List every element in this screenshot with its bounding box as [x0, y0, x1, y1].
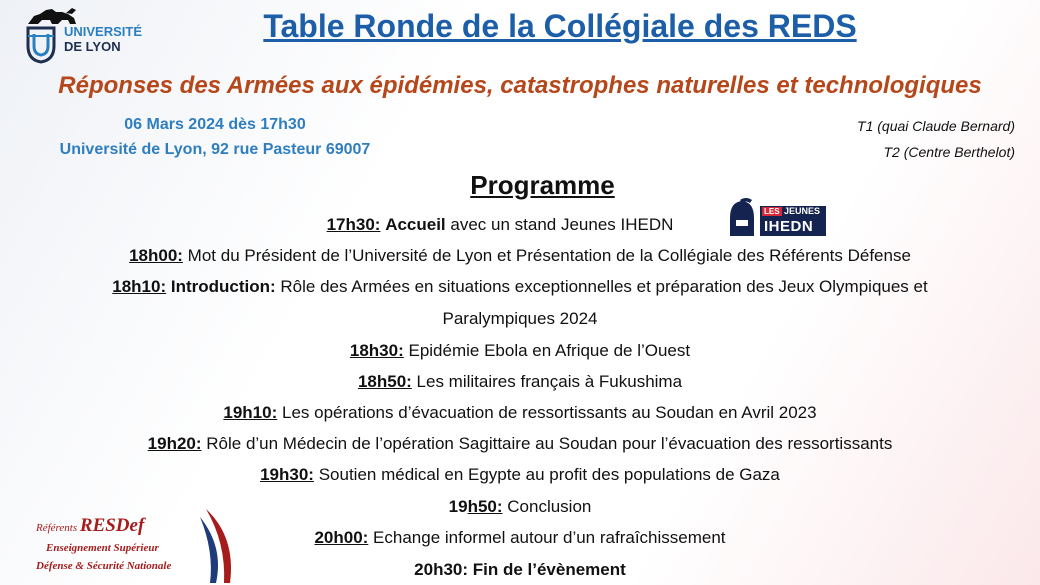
resdef-line3: Défense & Sécurité Nationale: [36, 560, 172, 572]
item-strong: Accueil: [385, 215, 446, 234]
sail-icon: [186, 507, 250, 585]
ihedn-badge: [722, 196, 826, 240]
item-text: Mot du Président de l’Université de Lyon et Présentation de la Collégiale des Référents Défense: [182, 246, 911, 265]
item-time: h50:: [467, 497, 503, 516]
resdef-prefix: Référents: [36, 522, 80, 534]
event-address: Université de Lyon, 92 rue Pasteur 69007: [59, 141, 371, 158]
page-title: Table Ronde de la Collégiale des REDS: [263, 8, 857, 44]
programme-item: [0, 277, 1040, 297]
item-time: 18h50:: [357, 372, 412, 391]
resdef-logo: [26, 505, 246, 585]
programme-item: [0, 215, 1000, 235]
programme-item-continued: [0, 309, 1040, 329]
item-text: Les militaires français à Fukushima: [411, 372, 683, 391]
programme-item: [0, 403, 1040, 423]
page-subtitle: Réponses des Armées aux épidémies, catastrophes naturelles et technologiques: [58, 72, 982, 99]
item-text: Echange informel autour d’un rafraîchissement: [368, 528, 726, 547]
item-time: 20h00:: [314, 528, 369, 547]
item-strong: Introduction:: [166, 277, 276, 296]
programme-item: [0, 246, 1040, 266]
item-text: Soutien médical en Egypte au profit des populations de Gaza: [313, 465, 780, 484]
helmet-icon: [722, 196, 760, 240]
item-time: 17h30:: [326, 215, 381, 234]
programme-item: [0, 465, 1040, 485]
site-t2: T2 (Centre Berthelot): [883, 144, 1015, 160]
resdef-title: [36, 515, 144, 537]
item-time: 19h30:: [260, 465, 314, 484]
programme-item: [0, 372, 1040, 392]
programme-item: [0, 341, 1040, 361]
university-name-line2: DE LYON: [64, 39, 121, 54]
item-text: Rôle des Armées en situations exceptionnelles et préparation des Jeux Olympiques et: [275, 277, 928, 296]
item-strong: 20h30: Fin de l’évènement: [414, 560, 626, 579]
item-time: 18h10:: [112, 277, 167, 296]
programme-item: [0, 434, 1040, 454]
resdef-name: RESDef: [79, 515, 145, 536]
programme-heading: Programme: [470, 170, 615, 200]
item-time: 18h00:: [129, 246, 183, 265]
item-time: 19h10:: [223, 403, 278, 422]
item-text-continued: Paralympiques 2024: [442, 309, 598, 328]
item-text: Les opérations d’évacuation de ressortissants au Soudan en Avril 2023: [277, 403, 817, 422]
event-date: 06 Mars 2024 dès 17h30: [124, 116, 306, 133]
item-time: 18h30:: [349, 341, 404, 360]
ihedn-box: [760, 206, 826, 236]
item-text: Conclusion: [502, 497, 592, 516]
item-text: avec un stand Jeunes IHEDN: [445, 215, 674, 234]
item-text: Epidémie Ebola en Afrique de l’Ouest: [403, 341, 691, 360]
university-name-line1: UNIVERSITÉ: [64, 24, 143, 39]
item-time: 19h20:: [147, 434, 202, 453]
site-t1: T1 (quai Claude Bernard): [857, 118, 1015, 134]
ihedn-name: IHEDN: [764, 218, 814, 235]
item-text: Rôle d’un Médecin de l’opération Sagittaire au Soudan pour l’évacuation des ressortissants: [201, 434, 893, 453]
ihedn-les: LES: [764, 207, 780, 216]
resdef-line2: Enseignement Supérieur: [46, 542, 159, 554]
item-time-plain: 19: [448, 497, 468, 516]
ihedn-jeunes: JEUNES: [784, 206, 821, 216]
